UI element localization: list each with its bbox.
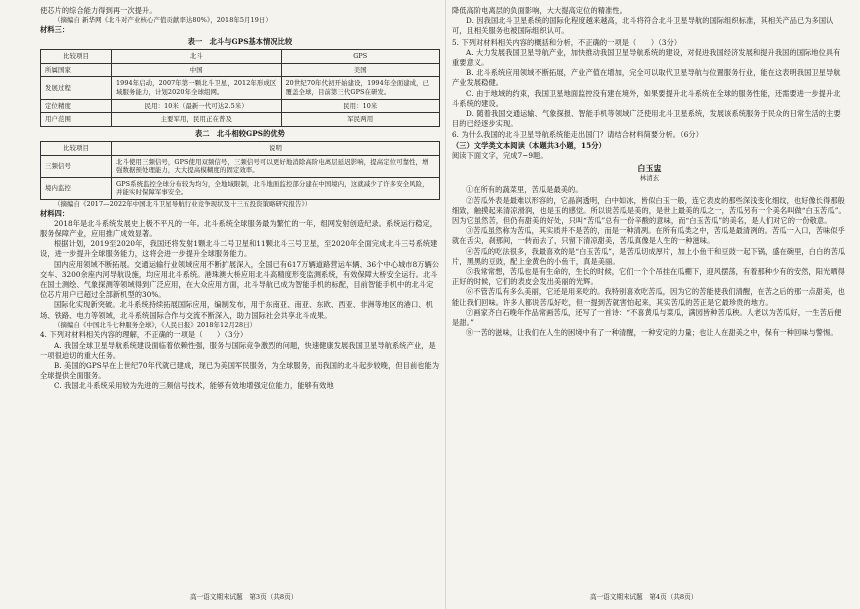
table-row (41, 63, 440, 77)
comparison-table-2 (40, 141, 440, 200)
table-row (41, 177, 440, 199)
table-header-row (41, 141, 440, 155)
option: B. 北斗系统应用领域不断拓展，产业产值在增加，完全可以取代卫星导航与位置服务行业，能在这表明我国卫星导航产业发展稳健。 (452, 68, 841, 88)
table2-caption: 表二 北斗相较GPS的优势 (195, 128, 285, 138)
story-author: 林清玄 (639, 174, 660, 183)
question-6: 6. 为什么我国的北斗卫星导航系统能走出国门？请结合材料简要分析。（6分） (452, 130, 704, 140)
material4-label: 材料四： (40, 208, 70, 218)
table-cell: 中国 (112, 63, 282, 77)
table-cell: 20世纪70年代初开始建设，1994年全面建成，已覆盖全球，目前第三代GPS在研发。 (281, 77, 440, 99)
table-cell: 定位精度 (41, 99, 112, 113)
intro-line: 使芯片的综合能力得到再一次提升。 (40, 6, 157, 15)
intro-source: （摘编自 新华网《北斗对产业核心产值贡献率达80%》，2018年5月19日） (54, 16, 272, 25)
table-cell: 美国 (281, 63, 440, 77)
story-paragraph: ⑥不管苦瓜有多么美丽，它还是用来吃的。我特别喜欢吃苦瓜，因为它的苦能使我们清醒，在苦之后的那一点甜美，也能让我们回味。许多人都说苦瓜好吃，但一提到苦就害怕起来，其实苦瓜的苦正是它最珍贵的地方。 (452, 287, 845, 307)
paragraph: 根据计划，2019至2020年，我国还将发射1颗北斗二号卫星和11颗北斗三号卫星，至2020年全面完成北斗三号系统建设，进一步提升全球服务能力，这将会进一步提升全球服务能力。 (40, 239, 438, 259)
page-fold (445, 0, 446, 609)
story-paragraph: ④苦瓜的吃法很多，我最喜欢的是“白玉苦瓜”，是苦瓜切成厚片，加上小鱼干和豆豉一起下锅，盛在碗里，白白的苦瓜片，黑黑的豆豉，配上金黄色的小鱼干，真是美丽。 (452, 246, 846, 266)
left-page (40, 6, 440, 392)
option: C. 由于地域的约束，我国卫星地面监控没有建在境外，如果要提升北斗系统在全球的服务性能，还需要进一步提升北斗系统的建设。 (452, 88, 841, 108)
table1-caption: 表一 北斗与GPS基本情况比较 (187, 37, 293, 46)
option: D. 随着我国交通运输、气象探报、智能手机等领域广泛使用北斗卫星系统，发展该系统服务于民众的日常生活的主要目的已经逐步实现。 (452, 109, 841, 129)
table-cell: GPS系统监控全球分布较为均匀，全地域限制，北斗地面监控部分建在中国境内，这就减少了许多安全风险，并能实时保障军事安全。 (112, 177, 440, 199)
story-title: 白玉盅 (637, 163, 662, 174)
table-row (41, 99, 440, 113)
source-note: （摘编自《2017—2022年中国北斗卫星导航行业竞争现状及十三五投资策略研究报告》） (54, 199, 312, 208)
option: A. 我国全球卫星导航系统建设面临着依赖性强，服务与国际竞争激烈的问题，快速健康发展我国卫星导航系统产业，是一项很迫切的重大任务。 (40, 340, 436, 360)
material3-label: 材料三： (40, 24, 70, 34)
table-cell: 1994年启动，2007年第一颗北斗卫星，2012年形成区域服务能力，计划2020年全球组网。 (112, 77, 282, 99)
source-note: （摘编自《中国北斗七种服务全球》，《人民日报》2018年12月28日） (54, 320, 257, 329)
table-cell: 发展过程 (41, 77, 112, 99)
page-footer-right: 高一语文期末试题 第4页（共8页） (590, 593, 698, 601)
table-row (41, 113, 440, 127)
page-footer-left: 高一语文期末试题 第3页（共8页） (190, 593, 298, 601)
table-row (41, 155, 440, 177)
section-heading: （三）文学类文本阅读（本题共3小题，15分） (452, 140, 606, 150)
question-4: 4. 下列对材料相关内容的理解，不正确的一项是（ ）（3分） (40, 330, 248, 340)
table-header: 说明 (112, 141, 440, 155)
paragraph: 国内应用领域不断拓展。交通运输行业领域应用不断扩展深入，全国已有617万辆道路营运车辆、36个中心城市8万辆公交车、3200余座内河导航设施，均应用北斗系统。港珠澳大桥应用北斗高精度形变监测系统，有效保障大桥安全运行。北斗在国土测绘、气象探测等领域得到广泛应用，在大众应用方面，北斗导航已成为智能手机的标配，目前智能手机中的北斗定位芯片用户已超过全部新机型的30%。 (40, 259, 440, 300)
paragraph: 国际化实现新突破。北斗系统持续拓展国际应用，编制发布，用于东南亚、南亚、东欧、西亚、非洲等地区的港口、机场、铁路、电力等领域，北斗系统国际合作与交流不断深入，助力国际社会共享北斗成果。 (40, 300, 433, 320)
paragraph: 2018年是北斗系统发展史上极不平凡的一年。北斗系统全球服务最为繁忙的一年，组网发射创造纪录。系统运行稳定，服务保障产业，应用推广成效显著。 (40, 218, 438, 238)
table-cell: 用户范围 (41, 113, 112, 127)
table-header-row (41, 50, 440, 64)
table-cell: 北斗使用三频信号，GPS使用双频信号，三频信号可以更好地消除高阶电离层延迟影响，提高定位可靠性，增强数据预处理能力，大大提高模糊度的固定效率。 (112, 155, 440, 177)
continuation-line: 降低高阶电离层的负面影响，大大提高定位的精准性。 (452, 6, 627, 15)
option: D. 因我国北斗卫星系统的国际化程度越来越高，北斗将符合北斗卫星导航的国际组织标准，其相关产品已为多国认可，且相关服务也被国际组织认可。 (452, 16, 834, 36)
table-row (41, 77, 440, 99)
table-header: GPS (281, 50, 440, 64)
right-page (452, 6, 847, 339)
table-cell: 三频信号 (41, 155, 112, 177)
instruction: 阅读下面文字，完成7~9题。 (452, 150, 548, 160)
story-paragraph: ③苦瓜虽然称为苦瓜，其实质并不是苦的，而是一种清冽。在所有瓜类之中，苦瓜是最清冽的。苦瓜一入口，苦味似乎就在舌尖，刹那间，一转而去了，只留下清凉甜美，苦瓜真像是人生的一种滋味。 (452, 226, 845, 246)
story-paragraph: ⑧一苦的滋味，让我们在人生的困境中有了一种清醒，一种安定的力量；也让人在甜美之中，保有一种回味与警惕。 (466, 328, 838, 338)
comparison-table-1 (40, 49, 440, 127)
table-cell: 所属国家 (41, 63, 112, 77)
table-header: 比较项目 (41, 141, 112, 155)
table-cell: 民用：10米（最新一代可达2.5米） (112, 99, 282, 113)
story-paragraph: ⑤我常常想，苦瓜也是有生命的，生长的时候，它们一个个吊挂在瓜棚下，迎风摆荡，有着那种少有的安然，阳光晒得正好的时候，它们的表皮会发出美丽的光辉。 (452, 267, 845, 287)
story-paragraph: ⑦画家齐白石晚年作品常画苦瓜，还写了一首诗：“不喜黄瓜与菜瓜，满园皆种苦瓜秧。人老以为苦瓜好，一生苦后便是甜。” (452, 307, 842, 328)
option: C. 我国北斗系统采用较为先进的三频信号技术，能够有效地增强定位能力，能够有效地 (54, 381, 334, 391)
table-header: 北斗 (112, 50, 282, 64)
option: B. 美国的GPS早在上世纪70年代就已建成，现已为美国军民服务，为全球服务，而我国的北斗起步较晚，但目前也能为全球提供全面服务。 (40, 360, 440, 381)
table-cell: 境内监控 (41, 177, 112, 199)
question-5: 5. 下列对材料相关内容的概括和分析，不正确的一项是（ ）（3分） (452, 37, 682, 47)
table-header: 比较项目 (41, 50, 112, 64)
table-cell: 军民两用 (281, 113, 440, 127)
story-paragraph: ①在所有的蔬菜里，苦瓜是最美的。 (466, 185, 583, 195)
option: A. 大力发展我国卫星导航产业，加快推动我国卫星导航系统的建设，对促进我国经济发展和提升我国的国际地位具有重要意义。 (452, 47, 841, 68)
table-cell: 民用：10米 (281, 99, 440, 113)
story-paragraph: ②苦瓜外表是最难以形容的，它晶润透明，白中如冰，皆似白玉一般，连它表皮的那些深浅变化细纹，也好像长得那般细致，触摸起来清凉滑润，也是玉的感觉。所以说苦瓜是美的，是世上最美的瓜之一，苦瓜另有一个美名叫做“白玉苦瓜”。因为它虽然苦，但仍有甜美的好处，只叫“苦瓜”总有一份辛酸的意味，而“白玉苦瓜”的美名，是人们对它的一份敬意。 (452, 195, 846, 226)
table-cell: 主要军用，民用正在普及 (112, 113, 282, 127)
